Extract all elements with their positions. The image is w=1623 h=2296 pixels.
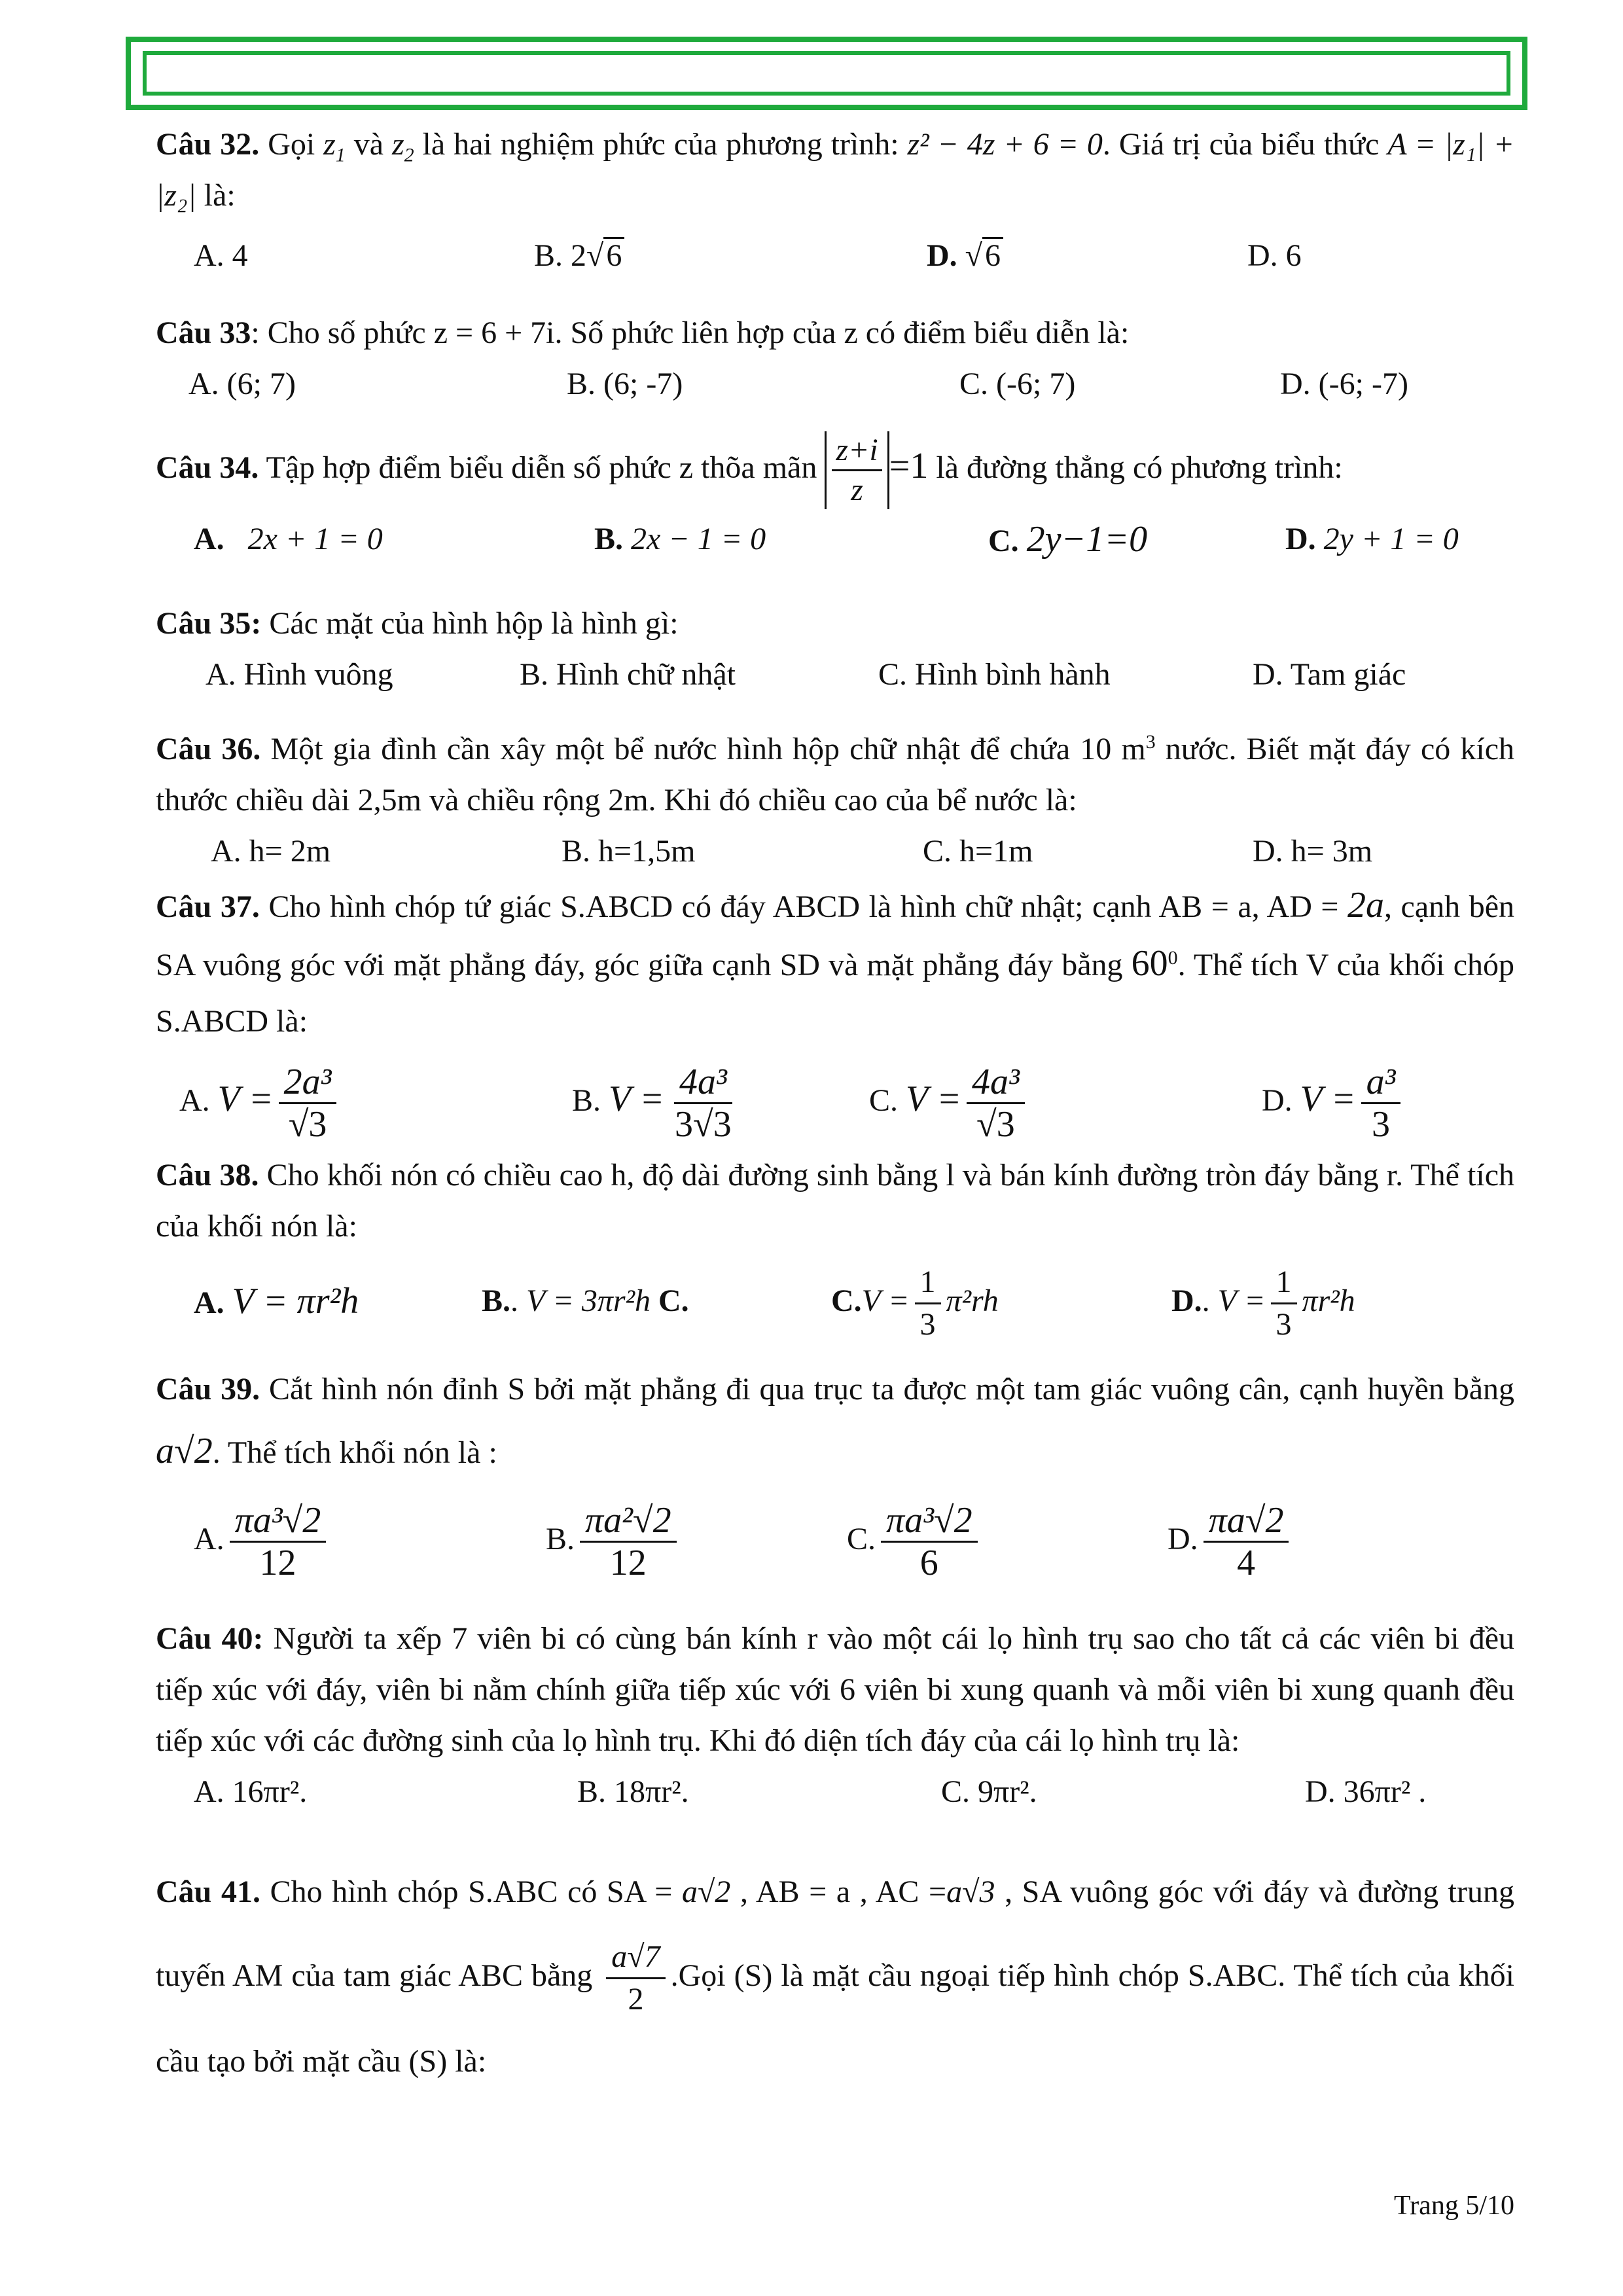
option-a[interactable]: A. Hình vuông [205,657,393,692]
option-a[interactable]: A. $\frac{\text{πa³√2}}{12}$ [156,1484,546,1595]
question-35 [156,598,1514,700]
option-b[interactable]: B. (6; -7) [567,367,683,401]
question-41-text: Câu 41. Cho hình chóp S.ABC có SA = a√2 , AB = a , AC =a√3 , SA vuông góc với đáy và đường trung tuyến AM của tam giác ABC bằng $\frac{a√7}{2}$ .Gọi (S) là mặt cầu ngoại tiếp hình chóp S.ABC. Thể tích của khối cầu tạo bởi mặt cầu (S) là: [156,1874,1515,2079]
question-37 [156,877,1514,1150]
option-a[interactable]: A. h= 2m [211,834,331,869]
option-d[interactable]: D. 6 [1247,238,1302,273]
option-b[interactable]: B. h=1,5m [562,834,696,869]
question-39-text: Câu 39. Cắt hình nón đỉnh S bởi mặt phẳng đi qua trục ta được một tam giác vuông cân, cạnh huyền bằng a√2. Thể tích khối nón là : [156,1372,1515,1471]
answer-options [156,1484,1514,1595]
option-b[interactable]: B. V = $\frac{\text{4a³}}{3√3}$ [572,1062,732,1145]
option-c[interactable]: C. h=1m [923,834,1033,869]
question-34 [156,420,1514,567]
question-38 [156,1150,1514,1352]
question-33-text: Câu 33: Cho số phức z = 6 + 7i. Số phức liên hợp của z có điểm biểu diễn là: [156,315,1130,350]
option-b[interactable]: B. 2√6 [534,230,927,281]
question-label: Câu 32. [156,127,260,162]
equation: z² − 4z + 6 = 0 [907,127,1103,162]
question-38-text: Câu 38. Cho khối nón có chiều cao h, độ dài đường sinh bằng l và bán kính đường tròn đáy bằng r. Thể tích của khối nón là: [156,1158,1515,1244]
page-number: Trang 5/10 [1394,2191,1514,2221]
modulus-fraction: $\frac{z+i}{z}$ [825,431,889,509]
option-c[interactable]: C.V = $\frac{1}{3}$ π²rh [831,1252,1171,1352]
answer-options [156,826,1514,877]
option-a[interactable]: A. (6; 7) [188,367,296,401]
question-36 [156,724,1514,877]
expression: A = |z₁| + |z₂| [156,127,1515,213]
answer-options [156,514,1514,567]
question-34-text: Câu 34. Tập hợp điểm biểu diễn số phức z thõa mãn $\frac{z+i}{z}$ =1 là đường thẳng có phương trình: [156,420,1514,514]
exam-content [156,110,1514,2104]
question-40-text: Câu 40: Người ta xếp 7 viên bi có cùng bán kính r vào một cái lọ hình trụ sao cho tất cả các viên bi đều tiếp xúc với đáy, viên bi nằm chính giữa tiếp xúc với 6 viên bi xung quanh và mỗi viên bi xung quanh đều tiếp xúc với các đường sinh của lọ hình trụ. Khi đó diện tích đáy của cái lọ hình trụ là: [156,1621,1514,1758]
question-32-text: Câu 32. Gọi $z_1$ và $z_2$ là hai nghiệm phức của phương trình: z² − 4z + 6 = 0. Giá trị của biểu thức A = |z₁| + |z₂| là: [156,127,1515,213]
option-d[interactable]: D. V = $\frac{\text{a³}}{3}$ [1262,1050,1406,1150]
question-36-text: Câu 36. Một gia đình cần xây một bể nước hình hộp chữ nhật để chứa 10 $m^3$ nước. Biết mặt đáy có kích thước chiều dài 2,5m và chiều rộng 2m. Khi đó chiều cao của bể nước là: [156,731,1515,817]
option-c[interactable]: C. Hình bình hành [878,657,1111,692]
answer-options [156,359,1514,410]
option-c[interactable]: C. 2y−1=0 [988,519,1148,560]
question-37-text: Câu 37. Cho hình chóp tứ giác S.ABCD có đáy ABCD là hình chữ nhật; cạnh AB = a, AD = 2a, cạnh bên SA vuông góc với mặt phẳng đáy, góc giữa cạnh SD và mặt phẳng đáy bằng $60^0$. Thể tích V của khối chóp S.ABCD là: [156,885,1515,1039]
option-a[interactable]: A. 16πr². [194,1774,308,1809]
option-b[interactable]: B. Hình chữ nhật [520,657,736,692]
question-32 [156,119,1514,281]
option-d[interactable]: D. (-6; -7) [1280,367,1408,401]
option-c[interactable]: D. √6 [927,230,1247,281]
question-39 [156,1359,1514,1595]
option-d[interactable]: D. 36πr² . [1305,1774,1427,1809]
option-b[interactable]: B. 2x − 1 = 0 [594,522,766,556]
question-41 [156,1850,1514,2104]
question-40 [156,1613,1514,1818]
option-b[interactable]: B.. V = 3πr²h C. [482,1283,689,1318]
option-b[interactable]: B. 18πr². [577,1774,689,1809]
option-d[interactable]: D. 2y + 1 = 0 [1285,522,1459,556]
option-c[interactable]: C. $\frac{\text{πa³√2}}{6}$ [847,1484,1168,1595]
option-c[interactable]: C. V = $\frac{\text{4a³}}{√3}$ [869,1050,1262,1150]
option-a[interactable]: A. 2x + 1 = 0 [194,522,383,556]
option-a[interactable]: A. V = $\frac{\text{2a³}}{√3}$ [156,1050,572,1150]
question-33 [156,308,1514,410]
answer-options [156,230,1514,281]
header-frame [126,37,1527,110]
option-b[interactable]: B. $\frac{\text{πa²√2}}{12}$ [546,1484,847,1595]
option-c[interactable]: C. 9πr². [941,1774,1037,1809]
option-d[interactable]: D.. V = $\frac{1}{3}$ πr²h [1171,1252,1355,1352]
option-d[interactable]: D. h= 3m [1253,834,1373,869]
header-frame-inner [143,51,1510,96]
answer-options [156,1767,1514,1818]
option-a[interactable]: A. 4 [194,238,248,273]
answer-options [156,649,1514,700]
question-35-text: Câu 35: Các mặt của hình hộp là hình gì: [156,606,679,641]
option-a[interactable]: A. V = πr²h [194,1281,359,1321]
option-d[interactable]: D. $\frac{\pi a√2}{4}$ [1168,1484,1294,1595]
option-c[interactable]: C. (-6; 7) [959,367,1076,401]
answer-options [156,1050,1514,1150]
answer-options [156,1252,1514,1352]
option-d[interactable]: D. Tam giác [1253,657,1406,692]
